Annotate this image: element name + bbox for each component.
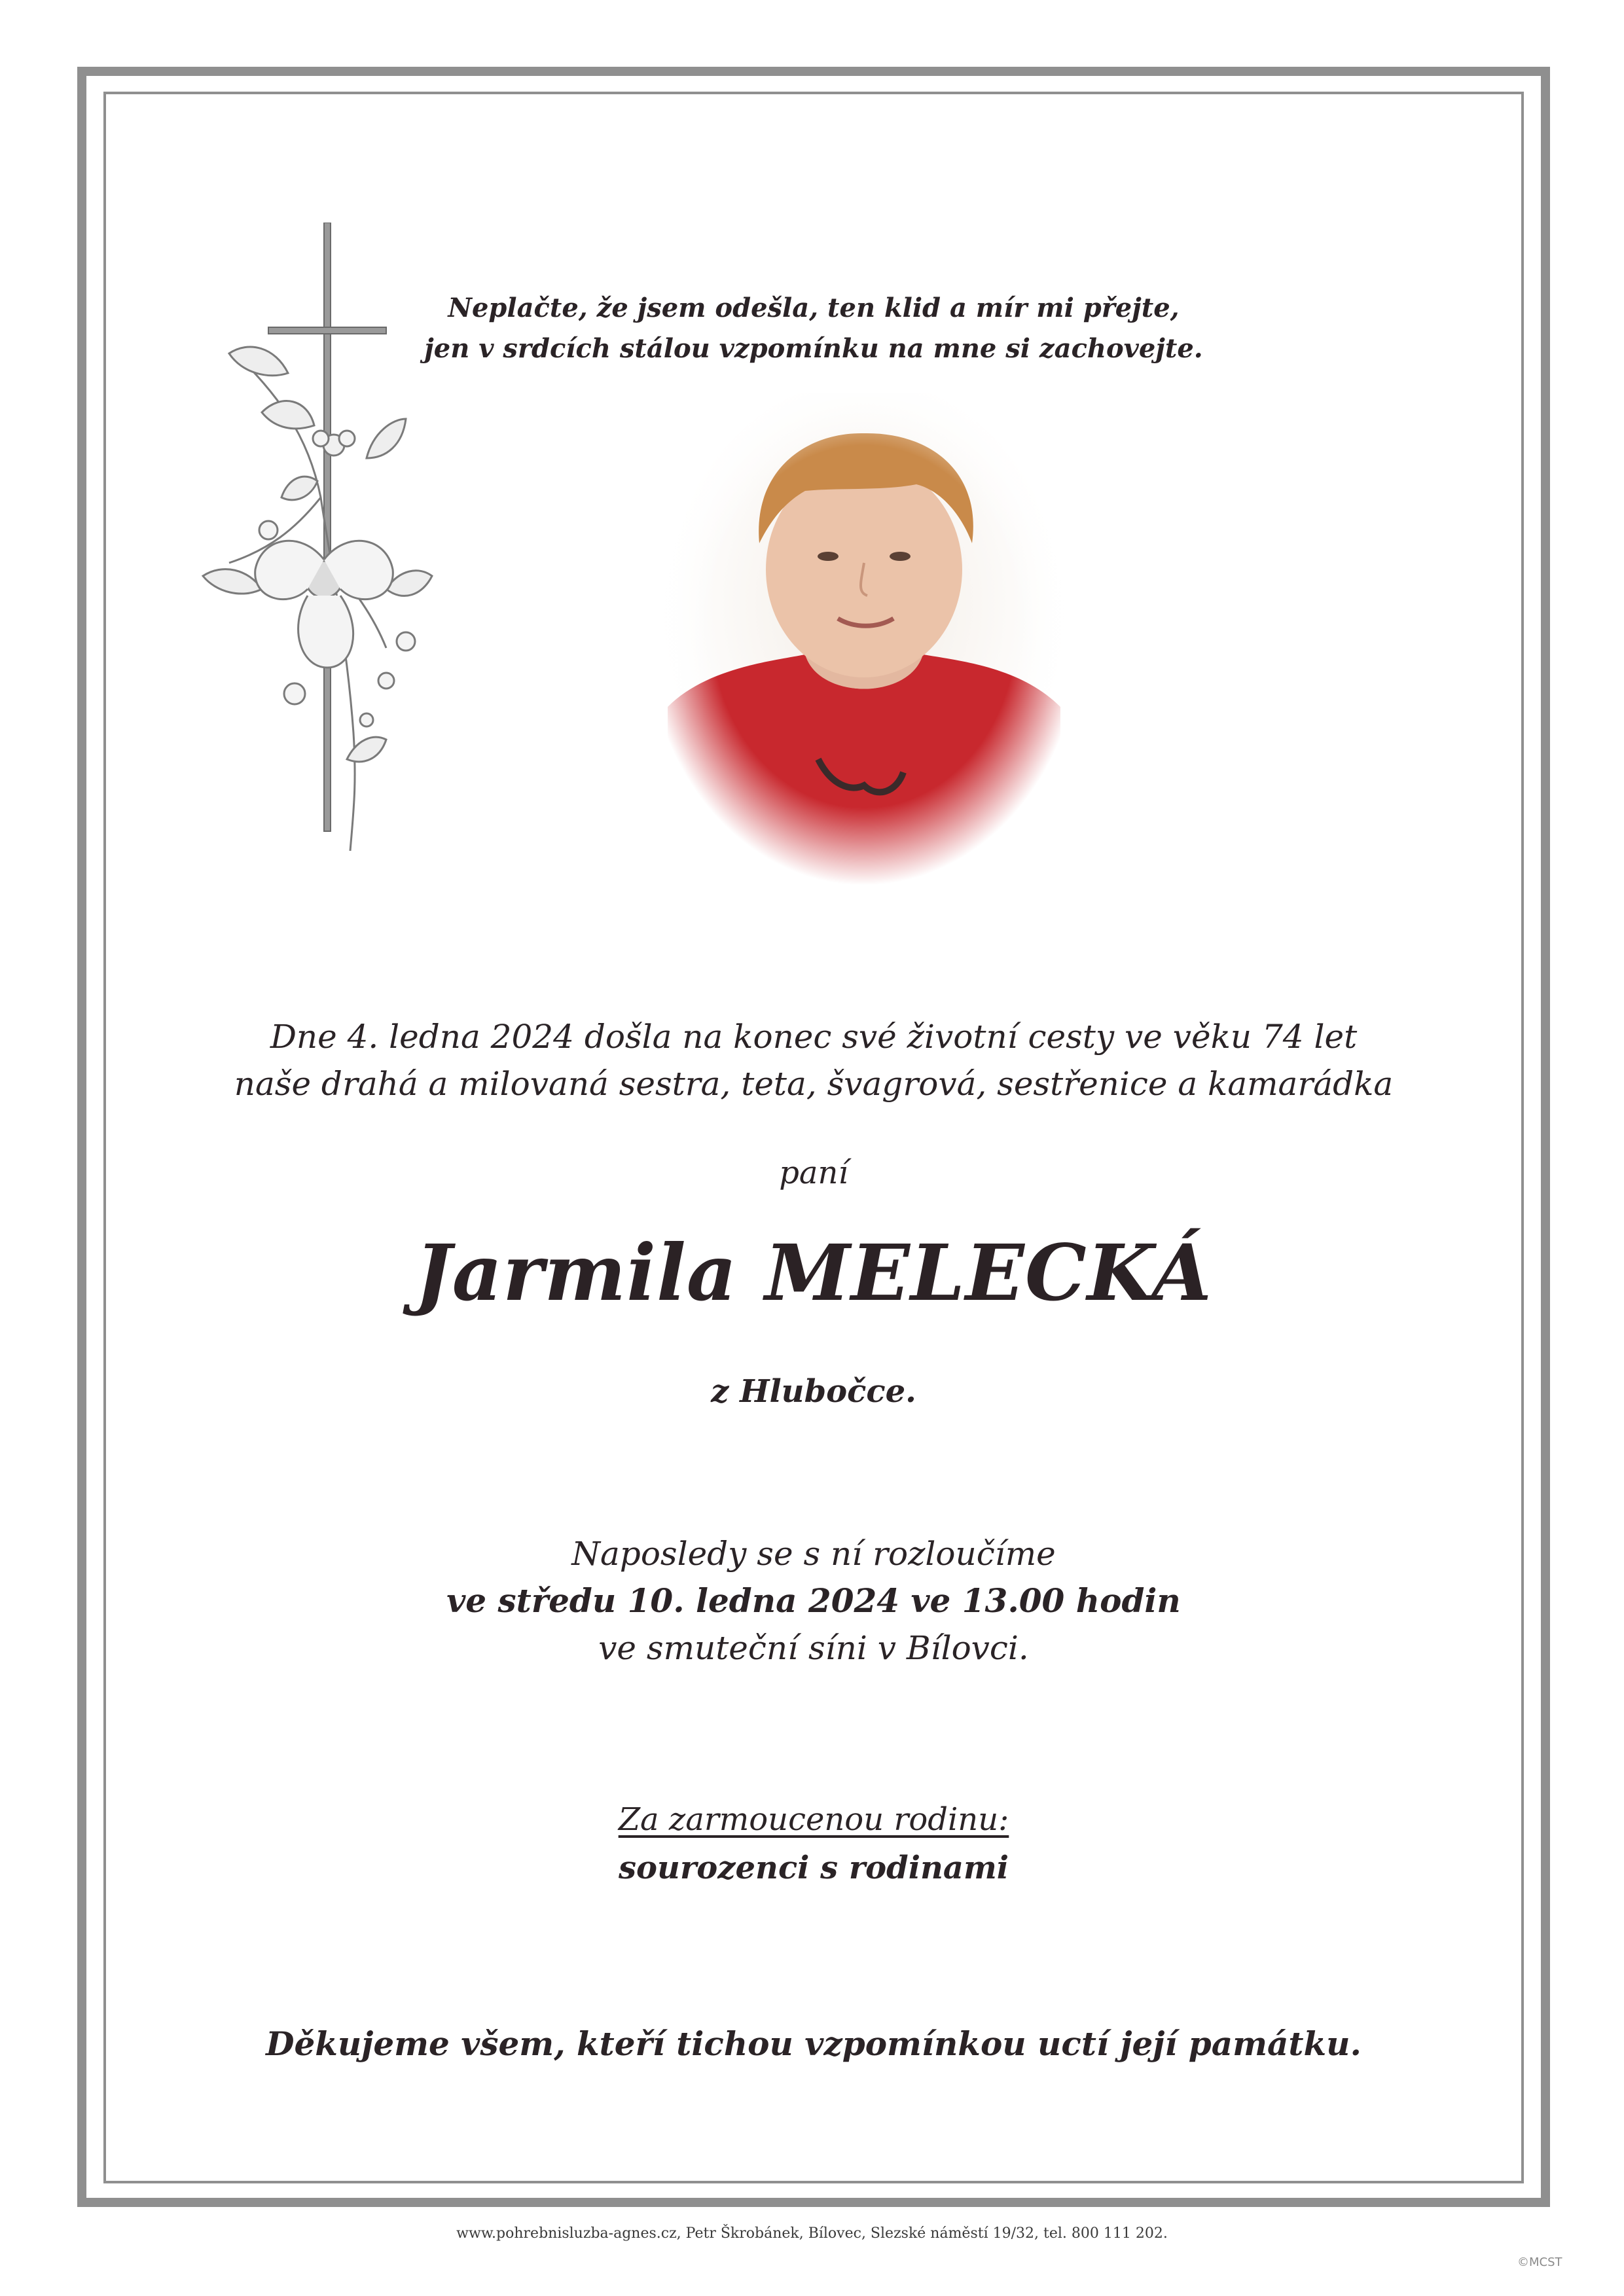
footer-contact: www.pohrebnisluzba-agnes.cz, Petr Škrobánek, Bílovec, Slezské náměstí 19/32, tel. 800 111 202. bbox=[456, 2225, 1168, 2242]
motto-line-1: Neplačte, že jsem odešla, ten klid a mír mi přejte, bbox=[448, 293, 1180, 323]
salutation: paní bbox=[779, 1155, 848, 1191]
motto-line-2: jen v srdcích stálou vzpomínku na mne si zachovejte. bbox=[424, 333, 1203, 364]
family-label-text: Za zarmoucenou rodinu: bbox=[618, 1801, 1009, 1838]
funeral-place: ve smuteční síni v Bílovci. bbox=[598, 1629, 1029, 1667]
funeral-date-time: ve středu 10. ledna 2024 ve 13.00 hodin bbox=[446, 1581, 1181, 1620]
announcement bbox=[103, 1013, 1524, 1107]
copyright-mark: ©MCST bbox=[1517, 2255, 1562, 2269]
family-names: sourozenci s rodinami bbox=[619, 1850, 1009, 1886]
motto bbox=[103, 288, 1524, 369]
thanks-line: Děkujeme všem, kteří tichou vzpomínkou uctí její památku. bbox=[266, 2024, 1362, 2063]
portrait-photo bbox=[655, 393, 1074, 890]
deceased-name: Jarmila MELECKÁ bbox=[414, 1227, 1213, 1318]
deceased-origin: z Hlubočce. bbox=[711, 1373, 916, 1410]
funeral-info bbox=[103, 1530, 1524, 1672]
announcement-line-1: Dne 4. ledna 2024 došla na konec své životní cesty ve věku 74 let bbox=[270, 1018, 1358, 1056]
family-label bbox=[103, 1799, 1524, 1840]
funeral-line-1: Naposledy se s ní rozloučíme bbox=[571, 1535, 1056, 1573]
announcement-line-2: naše drahá a milovaná sestra, teta, švagrová, sestřenice a kamarádka bbox=[234, 1065, 1394, 1103]
